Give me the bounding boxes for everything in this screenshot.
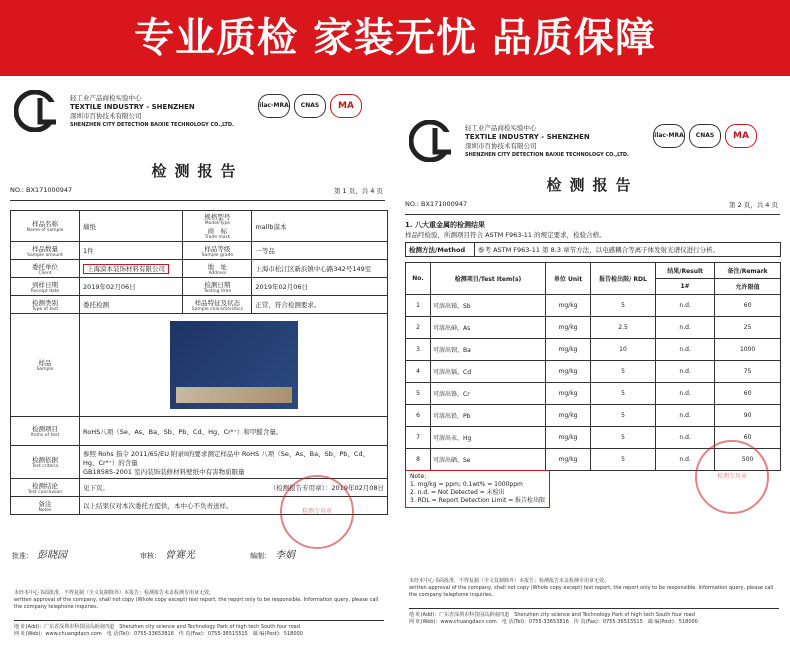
cell-limit: 75 [715, 361, 781, 383]
divider [10, 200, 385, 201]
report-number: NO.: BX171000947 [10, 186, 73, 194]
cell-result: n.d. [656, 295, 715, 317]
cell-no: 3 [406, 339, 431, 361]
cell-limit: 60 [715, 383, 781, 405]
cell-limit: 60 [715, 427, 781, 449]
table-row [406, 317, 781, 339]
cell-limit: 90 [715, 405, 781, 427]
approve-signature: 批准： 彭晓园 [12, 550, 67, 561]
cell-item: 可溶出硒，Se [431, 449, 546, 471]
org-cn2: 深圳市百协技术有限公司 [70, 112, 142, 120]
report-title: 检测报告 [546, 176, 639, 194]
org-block [70, 94, 234, 130]
qty-value: 1件 [80, 242, 183, 260]
criteria-1: 参照 Rohs 指令 2011/65/EU 附录II的要求测定样品中 RoHS 八项（Se、As、Ba、Sb、Pb、Cd、Hg、Cr⁶⁺）的含量 [83, 449, 370, 467]
cell-no: 7 [406, 427, 431, 449]
cell-rdl: 5 [591, 295, 656, 317]
cell-rdl: 5 [591, 427, 656, 449]
conclusion-date: （检测报告专用章）：2019年02月08日 [269, 484, 384, 492]
ma-badge: MA [330, 94, 362, 118]
method-label: 检测方法/Method [406, 243, 475, 257]
table-row [406, 295, 781, 317]
testing-date: 2019年02月06日 [252, 278, 388, 296]
cell-rdl: 5 [591, 383, 656, 405]
page-indicator: 第 1 页，共 4 页 [333, 187, 383, 195]
cell-limit: 25 [715, 317, 781, 339]
cell-rdl: 5 [591, 361, 656, 383]
table-row [406, 405, 781, 427]
cell-no: 4 [406, 361, 431, 383]
cell-limit: 500 [715, 449, 781, 471]
cell-no: 6 [406, 405, 431, 427]
notes-box: Note: 1. mg/kg = ppm; 0.1wt% = 1000ppm 2. n.d. = Not Detected = 未检出 3. RDL = Report Detection Limit = 报告检出限 [405, 470, 550, 508]
remark-value: 以上结果仅对本次委托方提供，本中心不负责送样。 [80, 497, 388, 515]
criteria-2: GB18585-2001 室内装饰装修材料壁纸中有害物质限量 [83, 467, 245, 476]
cell-unit: mg/kg [546, 317, 591, 339]
ilac-badge: ilac-MRA [653, 124, 685, 148]
org-en2: SHENZHEN CITY DETECTION BAIXIE TECHNOLOGY CO.,LTD. [70, 122, 234, 128]
test-type: 委托检测 [80, 296, 183, 314]
cell-rdl: 5 [591, 449, 656, 471]
cell-rdl: 2.5 [591, 317, 656, 339]
review-signature: 审核： 曾赛光 [140, 550, 195, 561]
table-row [406, 383, 781, 405]
ilac-badge: ilac-MRA [258, 94, 290, 118]
sample-char: 正常，符合检测要求。 [252, 296, 388, 314]
cell-unit: mg/kg [546, 383, 591, 405]
cell-result: n.d. [656, 427, 715, 449]
org-cn: 轻工业产品商检实验中心 [70, 94, 142, 102]
cnas-badge: CNAS [294, 94, 326, 118]
footer-notice: 未经本中心书面批准，不得复制（全文复制除外）本报告；检测报告未盖检测专用章无效。 written approval of the company, shall not copy (Whole copy except) test report, the report only to be responsible. Information query, please call the company telephone inquiries. [14, 590, 379, 610]
report-page-2 [395, 110, 790, 668]
cell-unit: mg/kg [546, 295, 591, 317]
brand-value: mallb漠本 [252, 211, 388, 242]
cell-item: 可溶出汞，Hg [431, 427, 546, 449]
cell-no: 2 [406, 317, 431, 339]
cell-unit: mg/kg [546, 361, 591, 383]
org-en: TEXTILE INDUSTRY - SHENZHEN [70, 103, 195, 111]
official-stamp: 检测专用章 [695, 440, 769, 514]
method-table [405, 242, 781, 257]
report-number: NO.: BX171000947 [405, 200, 468, 208]
cell-item: 可溶出镉，Cd [431, 361, 546, 383]
test-items: RoHS八项（Se、As、Ba、Sb、Pb、Cd、Hg、Cr⁶⁺）和甲醛含量。 [80, 417, 388, 446]
cell-rdl: 10 [591, 339, 656, 361]
cell-rdl: 5 [591, 405, 656, 427]
client-value: 上海漠本装饰材料有限公司 [83, 264, 169, 274]
ma-badge: MA [725, 124, 757, 148]
table-row [406, 361, 781, 383]
page-indicator: 第 2 页，共 4 页 [728, 201, 778, 209]
cell-result: n.d. [656, 339, 715, 361]
official-stamp: 检测专用章 [280, 475, 354, 549]
divider [405, 214, 780, 215]
cell-limit: 1000 [715, 339, 781, 361]
cell-item: 可溶出锑，Sb [431, 295, 546, 317]
cell-no: 5 [406, 383, 431, 405]
cell-result: n.d. [656, 405, 715, 427]
cell-unit: mg/kg [546, 405, 591, 427]
conclusion-value: 见下页。 [83, 484, 109, 492]
cell-item: 可溶出铬，Cr [431, 383, 546, 405]
report-page-1 [0, 80, 395, 668]
cell-result: n.d. [656, 383, 715, 405]
section-title: 1. 八大重金属的检测结果 [405, 221, 485, 229]
results-table: No. 检测项目/Test Item(s) 单位 Unit 报告检出限/ RDL 结果/Result 备注/Remark 1# 允许限值 1 可溶出锑，Sb mg/kg 5 n.d. 60 2 可溶出砷，As mg/kg 2.5 n.d. 25 3 可溶出钡，Ba mg/kg 10 n.d. 1000 4 可溶出镉，Cd mg/kg 5 n.d. 75 5 可溶出铬，Cr mg/kg 5 n.d. 60 6 可溶出铅，Pb mg/kg 5 n.d. 90 7 可溶出汞，Hg mg/kg 5 n.d. 60 8 可溶出硒，Se mg/kg 5 n.d. 500 [405, 262, 781, 471]
cell-item: 可溶出砷，As [431, 317, 546, 339]
footer-contact: 地 址(Add)：广东省深圳市科技园高新南四道 Shenzhen city science and Technology Park of high tech South four road 网 址(Web)：www.chuangdacn.com 电 话(Tel)：0755-33653816 传 真(Fax)：0755-36515515 邮 编(Post)：518000 [14, 620, 384, 638]
promo-banner: 专业质检 家装无忧 品质保障 [0, 0, 790, 76]
org-block: 轻工业产品商检实验中心 TEXTILE INDUSTRY - SHENZHEN 深圳市百协技术有限公司 SHENZHEN CITY DETECTION BAIXIE TECHNOLOGY CO.,LTD. [465, 124, 629, 158]
grade-value: 一等品 [252, 242, 388, 260]
cell-no: 8 [406, 449, 431, 471]
section-desc: 样品经检验，所测项目符合 ASTM F963-11 的规定要求，检验合格。 [405, 231, 606, 239]
cl-logo-icon [14, 90, 64, 132]
cell-item: 可溶出钡，Ba [431, 339, 546, 361]
table-row [406, 339, 781, 361]
cell-result: n.d. [656, 361, 715, 383]
footer-contact: 地 址(Add)：广东省深圳市科技园高新南四道 Shenzhen city science and Technology Park of high tech South four road 网 址(Web)：www.chuangdacn.com 电 话(Tel)：0755-33653816 传 真(Fax)：0755-36515515 邮 编(Post)：518000 [409, 608, 779, 626]
cell-unit: mg/kg [546, 339, 591, 361]
cell-result: n.d. [656, 317, 715, 339]
cell-result: n.d. [656, 449, 715, 471]
sample-name-value: 墙纸 [80, 211, 183, 242]
cell-unit: mg/kg [546, 427, 591, 449]
sample-name-label: 样品名称 [32, 220, 58, 228]
sample-photo [170, 321, 298, 409]
edit-signature: 编制： 李娟 [250, 550, 295, 561]
cell-unit: mg/kg [546, 449, 591, 471]
cell-limit: 60 [715, 295, 781, 317]
cell-item: 可溶出铅，Pb [431, 405, 546, 427]
cell-no: 1 [406, 295, 431, 317]
cnas-badge: CNAS [689, 124, 721, 148]
sample-info-table: 样品名称 Name of sample 墙纸 规格型号 Model/Type 商 标 Trade mark mallb漠本 样品数量 Sample amount 1件 样品等级 Sample grade 一等品 委托单位 Client 上海漠本装饰材料有限公司 地 址 Address 上海市松江区新浜镇中心路342号149室 到样日期 Receipt date 2019年02月06日 检测日期 Testing time 2019年02月06日 检测类别 Type of test 委托检测 样品特征及状态 Sample characteristics 正常，符合检测要求。 样品 Sample 检测项目 Items of test RoHS八项（Se、As、Ba、Sb、Pb、Cd、Hg、Cr⁶⁺）和甲醛含量。 检测依据 Test criteria 参照 Rohs 指令 2011/65/EU 附录II的要求测定样品中 RoHS 八项（Se、As、Ba、Sb、Pb、Cd、Hg、Cr⁶⁺）的含量 GB18585-2001 室内装饰装修材料壁纸中有害物质限量 检测结论 Test conclusion 见下页。 （检测报告专用章）：2019年02月08日 备注 Notes 以上结果仅对本次委托方提供，本中心不负责送样。 [10, 210, 388, 515]
footer-notice: 未经本中心书面批准，不得复制（全文复制除外）本报告；检测报告未盖检测专用章无效。 written approval of the company, shall not copy (Whole copy except) test report, the report only to be responsible. Information query, please call the company telephone inquiries. [409, 578, 774, 598]
cl-logo-icon [409, 120, 459, 162]
report-title: 检测报告 [151, 162, 244, 180]
method-value: 参考 ASTM F963-11 第 8.3 章节方法，以电感耦合等离子体发射光谱仪进行分析。 [475, 243, 781, 257]
address-value: 上海市松江区新浜镇中心路342号149室 [252, 260, 388, 278]
receipt-date: 2019年02月06日 [80, 278, 183, 296]
